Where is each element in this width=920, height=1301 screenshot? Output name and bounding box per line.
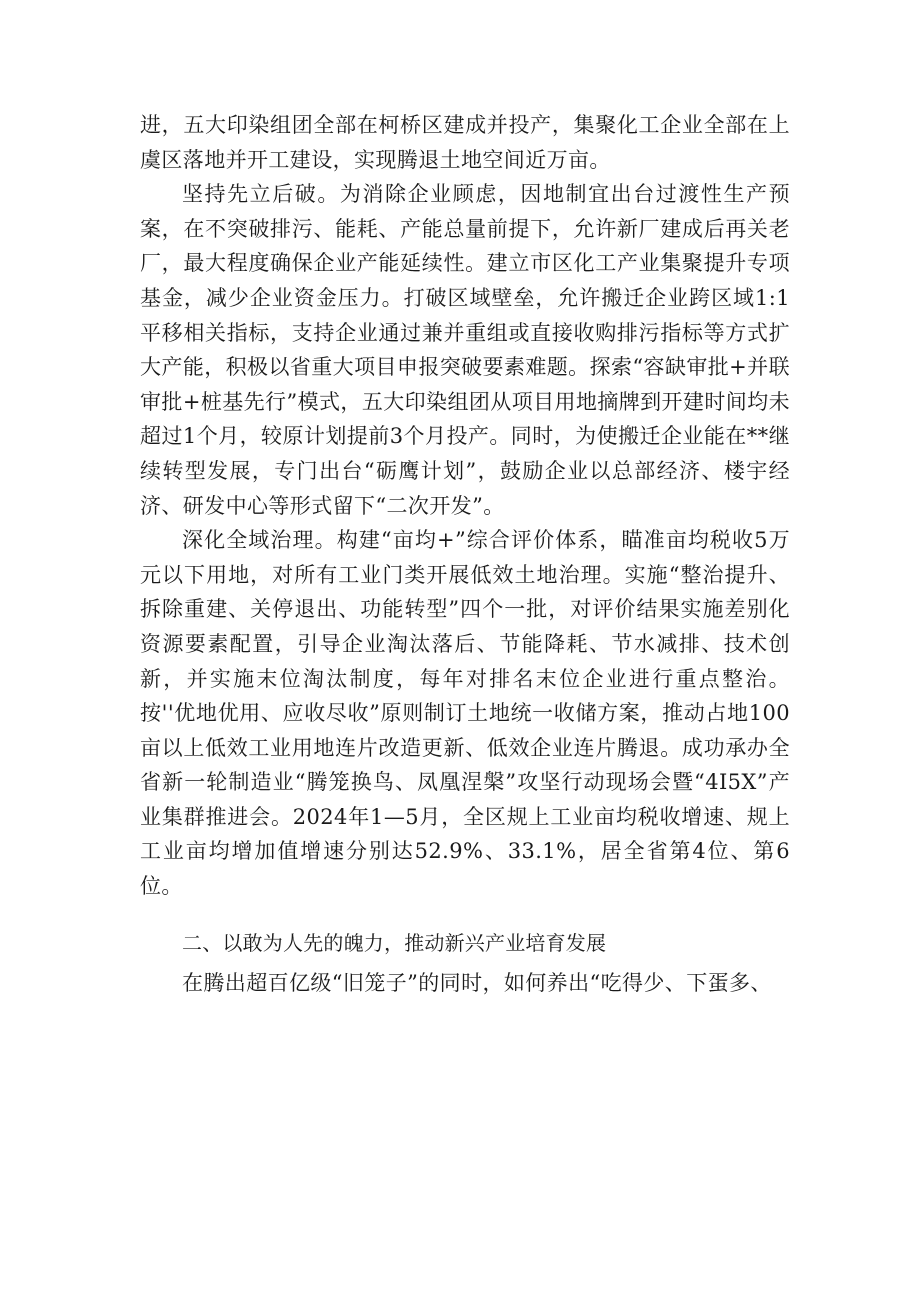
paragraph-first-build-then-break: 坚持先立后破。为消除企业顾虑，因地制宜出台过渡性生产预案，在不突破排污、能耗、产能总量前提下，允许新厂建成后再关老厂，最大程度确保企业产能延续性。建立市区化工产业集聚提升专项基金，减少企业资金压力。打破区域壁垒，允许搬迁企业跨区域1:1平移相关指标，支持企业通过兼并重组或直接收购排污指标等方式扩大产能，积极以省重大项目申报突破要素难题。探索“容缺审批+并联审批+桩基先行”模式，五大印染组团从项目用地摘牌到开建时间均未超过1个月，较原计划提前3个月投产。同时，为使搬迁企业能在**继续转型发展，专门出台“砺鹰计划”，鼓励企业以总部经济、楼宇经济、研发中心等形式留下“二次开发”。 (140, 182, 790, 518)
section-heading: 二、以敢为人先的魄力，推动新兴产业培育发展 (182, 930, 607, 955)
paragraph-continuation: 进，五大印染组团全部在柯桥区建成并投产，集聚化工企业全部在上虞区落地并开工建设，实现腾退土地空间近万亩。 (140, 113, 790, 172)
document-body (140, 108, 790, 1000)
paragraph-deepen-governance: 深化全域治理。构建“亩均+”综合评价体系，瞄准亩均税收5万元以下用地，对所有工业门类开展低效土地治理。实施“整治提升、拆除重建、关停退出、功能转型”四个一批，对评价结果实施差别化资源要素配置，引导企业淘汰落后、节能降耗、节水减排、技术创新，并实施末位淘汰制度，每年对排名末位企业进行重点整治。按''优地优用、应收尽收”原则制订土地统一收储方案，推动占地100亩以上低效工业用地连片改造更新、低效企业连片腾退。成功承办全省新一轮制造业“腾笼换鸟、凤凰涅槃”攻坚行动现场会暨“4I5X”产业集群推进会。2024年1—5月，全区规上工业亩均税收增速、规上工业亩均增加值增速分别达52.9%、33.1%，居全省第4位、第6位。 (140, 528, 790, 899)
paragraph-new-industry-intro: 在腾出超百亿级“旧笼子”的同时，如何养出“吃得少、下蛋多、 (182, 970, 772, 995)
